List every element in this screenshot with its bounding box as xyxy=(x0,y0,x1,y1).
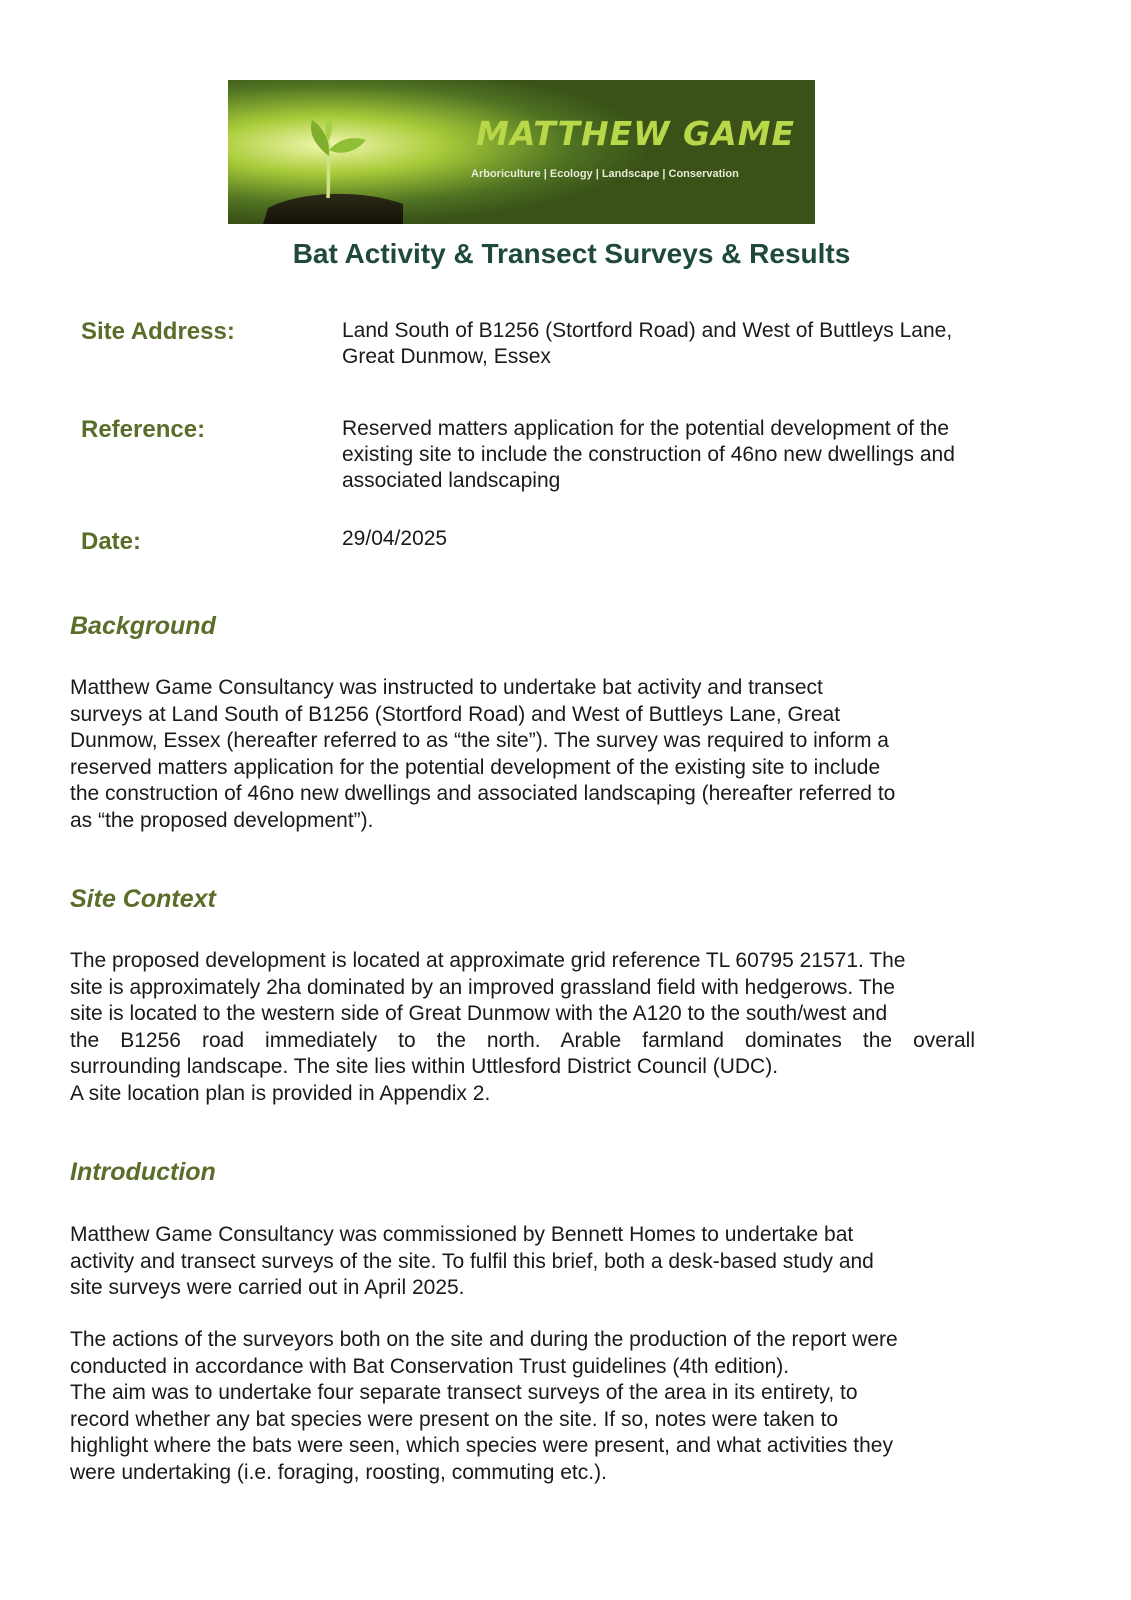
paragraph-line: surrounding landscape. The site lies within Uttlesford District Council (UDC). xyxy=(70,1055,779,1078)
document-title: Bat Activity & Transect Surveys & Results xyxy=(292,238,851,269)
brand-tagline: Arboriculture | Ecology | Landscape | Conservation xyxy=(471,168,739,180)
company-banner xyxy=(228,80,815,224)
paragraph-line: highlight where the bats were seen, which species were present, and what activities they xyxy=(70,1434,893,1457)
site-address-line: Great Dunmow, Essex xyxy=(342,345,551,368)
paragraph-line: surveys at Land South of B1256 (Stortford Road) and West of Buttleys Lane, Great xyxy=(70,702,841,726)
reference-label: Reference: xyxy=(81,416,206,443)
introduction-paragraph-2 xyxy=(70,1327,970,1486)
paragraph-line: A site location plan is provided in Appendix 2. xyxy=(70,1081,491,1105)
site-address-value xyxy=(342,318,1032,370)
paragraph-line: site is located to the western side of Great Dunmow with the A120 to the south/west and xyxy=(70,1002,888,1025)
date-value: 29/04/2025 xyxy=(342,527,448,550)
site-context-paragraph xyxy=(70,948,975,1107)
date-label: Date: xyxy=(81,528,142,555)
paragraph-line: conducted in accordance with Bat Conservation Trust guidelines (4th edition). xyxy=(70,1354,790,1378)
paragraph-line: the B1256 road immediately to the north. Arable farmland dominates the overall xyxy=(70,1028,975,1052)
reference-line: existing site to include the construction of 46no new dwellings and xyxy=(342,443,955,466)
background-heading: Background xyxy=(70,612,216,640)
paragraph-line: the construction of 46no new dwellings and associated landscaping (hereafter referred to xyxy=(70,782,896,805)
reference-value xyxy=(342,416,1032,494)
paragraph-line: site surveys were carried out in April 2025. xyxy=(70,1276,465,1299)
background-paragraph xyxy=(70,675,970,834)
brand-name: MATTHEW GAME xyxy=(476,114,796,153)
site-address-label: Site Address: xyxy=(81,318,235,345)
paragraph-line: site is approximately 2ha dominated by an improved grassland field with hedgerows. The xyxy=(70,975,895,999)
paragraph-line: Matthew Game Consultancy was instructed to undertake bat activity and transect xyxy=(70,676,823,699)
paragraph-line: The proposed development is located at approximate grid reference TL 60795 21571. The xyxy=(70,949,906,972)
site-context-heading: Site Context xyxy=(70,885,216,913)
paragraph-line: Matthew Game Consultancy was commissioned by Bennett Homes to undertake bat xyxy=(70,1223,854,1246)
introduction-heading: Introduction xyxy=(70,1158,216,1186)
site-address-line: Land South of B1256 (Stortford Road) and West of Buttleys Lane, xyxy=(342,319,953,342)
paragraph-line: were undertaking (i.e. foraging, roosting, commuting etc.). xyxy=(70,1460,607,1484)
paragraph-line: activity and transect surveys of the site. To fulfil this brief, both a desk-based study and xyxy=(70,1249,874,1273)
reference-line: associated landscaping xyxy=(342,469,561,492)
reference-line: Reserved matters application for the potential development of the xyxy=(342,417,950,440)
paragraph-line: record whether any bat species were present on the site. If so, notes were taken to xyxy=(70,1407,839,1431)
introduction-paragraph-1 xyxy=(70,1222,970,1302)
paragraph-line: reserved matters application for the potential development of the existing site to include xyxy=(70,755,881,779)
paragraph-line: The aim was to undertake four separate transect surveys of the area in its entirety, to xyxy=(70,1381,858,1404)
paragraph-line: Dunmow, Essex (hereafter referred to as “the site”). The survey was required to inform a xyxy=(70,729,889,752)
paragraph-line: as “the proposed development”). xyxy=(70,808,374,832)
paragraph-line: The actions of the surveyors both on the site and during the production of the report were xyxy=(70,1328,898,1351)
